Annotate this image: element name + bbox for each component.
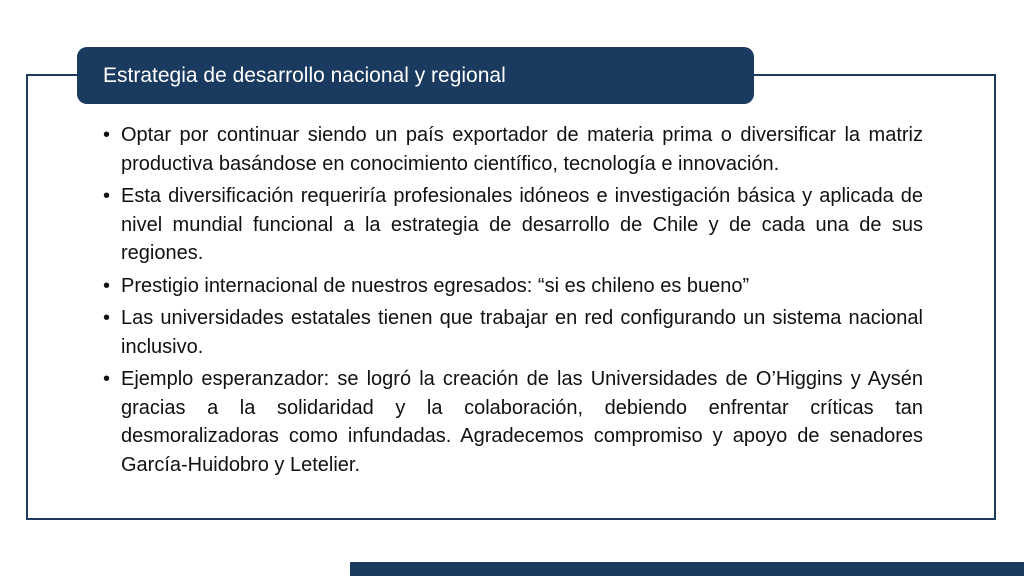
bullet-item: • Las universidades estatales tienen que trabajar en red configurando un sistema nacional inclusivo. [103,304,923,361]
footer-accent-bar [350,562,1024,576]
bullet-list [103,121,923,483]
bullet-item: • Prestigio internacional de nuestros egresados: “si es chileno es bueno” [103,272,923,301]
slide-title: Estrategia de desarrollo nacional y regional [103,63,506,87]
bullet-item: • Optar por continuar siendo un país exportador de materia prima o diversificar la matriz productiva basándose en conocimiento científico, tecnología e innovación. [103,121,923,178]
bullet-item: • Esta diversificación requeriría profesionales idóneos e investigación básica y aplicada de nivel mundial funcional a la estrategia de desarrollo de Chile y de cada una de sus regiones. [103,182,923,268]
bullet-item: • Ejemplo esperanzador: se logró la creación de las Universidades de O’Higgins y Aysén gracias a la solidaridad y la colaboración, debiendo enfrentar críticas tan desmoralizadoras como infundadas. Agradecemos compromiso y apoyo de senadores García-Huidobro y Letelier. [103,365,923,479]
title-banner [77,47,754,104]
